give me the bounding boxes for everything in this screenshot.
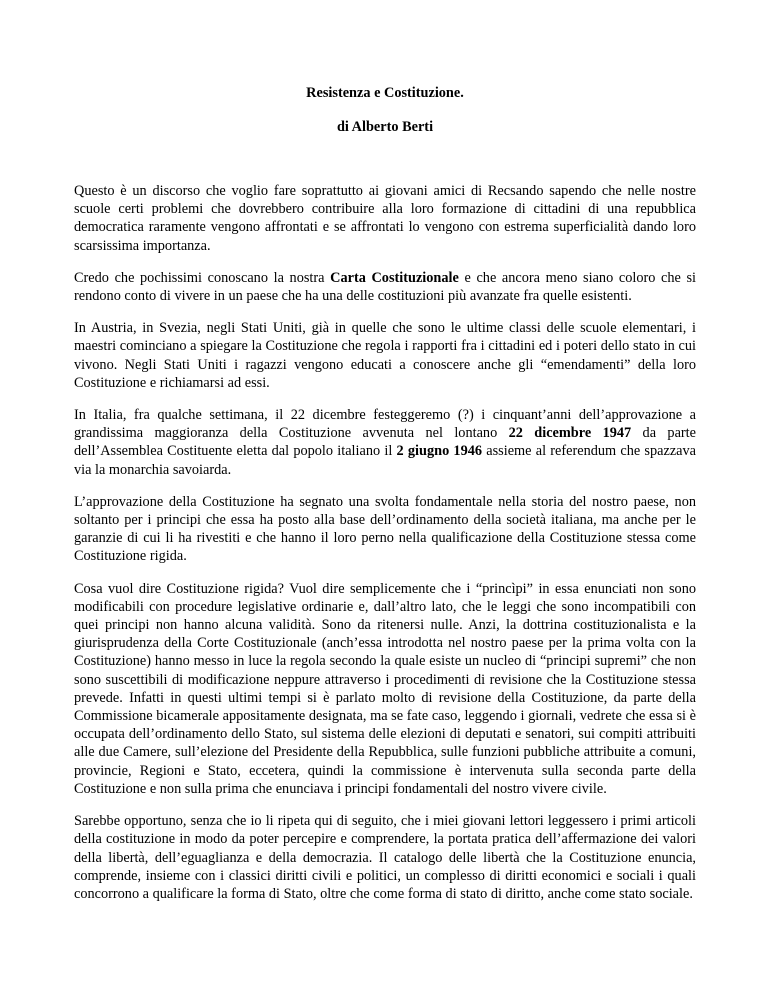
paragraph-1 — [74, 182, 696, 255]
paragraph-text: Sarebbe opportuno, senza che io li ripeta qui di seguito, che i miei giovani lettori leggessero i primi articoli della costituzione in modo da poter percepire e comprendere, la portata pratica dell’affermazione dei valori della libertà, dell’eguaglianza e della democrazia. Il catalogo delle libertà che la Costituzione enuncia, comprende, insieme con i classici diritti civili e politici, un complesso di diritti economici e sociali i quali concorrono a qualificare la forma di Stato, oltre che come forma di stato di diritto, anche come stato sociale. — [74, 813, 696, 902]
paragraph-text: In Austria, in Svezia, negli Stati Uniti, già in quelle che sono le ultime classi delle scuole elementari, i maestri cominciano a spiegare la Costituzione che regola i rapporti fra i cittadini ed i poteri dello stato in cui vivono. Negli Stati Uniti i ragazzi vengono educati a conoscere anche gli “emendamenti” della loro Costituzione e richiamarsi ad essi. — [74, 320, 696, 391]
paragraph-4 — [74, 406, 696, 479]
paragraph-7 — [74, 812, 696, 903]
paragraph-text: assieme al referendum che spazzava via la monarchia savoiarda. — [74, 443, 697, 478]
emphasis-carta-costituzionale: Carta Costituzionale — [330, 269, 459, 286]
paragraph-text: L’approvazione della Costituzione ha segnato una svolta fondamentale nella storia del nostro paese, non soltanto per i principi che essa ha posto alla base dell’ordinamento della società italiana, ma anche per le garanzie di cui li ha rivestiti e che hanno il loro perno nella qualificazione della Costituzione stessa come Costituzione rigida. — [74, 493, 696, 565]
paragraph-text: Cosa vuol dire Costituzione rigida? Vuol dire semplicemente che i “princìpi” in essa enunciati non sono modificabili con procedure legislative ordinarie e, dall’altro lato, che le leggi che sono incompatibili con quei principi non hanno alcuna validità. Sono da ritenersi nulle. Anzi, la dottrina costituzionalista e la giurisprudenza della Corte Costituzionale (anch’essa introdotta nel nostro paese per la prima volta con la Costituzione) hanno messo in luce la regola secondo la quale esiste un nucleo di “principi supremi” che non sono suscettibili di modificazione neppure attraverso i procedimenti di revisione che la Costituzione stessa prevede. Infatti in questi ultimi tempi si è parlato molto di revisione della Costituzione, da parte della Commissione bicamerale appositamente designata, ma se fate caso, leggendo i giornali, vedrete che essa si è occupata dell’ordinamento dello Stato, sul sistema delle elezioni di deputati e senatori, sui compiti attribuiti alle due Camere, sull’elezione del Presidente della Repubblica, sulle funzioni pubbliche attribuite a comuni, provincie, Regioni e Stato, eccetera, quindi la commissione è intervenuta sulla seconda parte della Costituzione e non sulla prima che enunciava i principi fondamentali del nostro vivere civile. — [74, 580, 696, 797]
document-body — [74, 182, 696, 903]
paragraph-6 — [74, 580, 696, 798]
paragraph-text: e che ancora meno siano coloro che si rendono conto di vivere in un paese che ha una delle costituzioni più avanzate fra quelle esistenti. — [74, 269, 697, 305]
document-author: di Alberto Berti — [336, 119, 434, 135]
emphasis-date-1946: 2 giugno 1946 — [396, 443, 483, 460]
paragraph-text: In Italia, fra qualche settimana, il 22 dicembre festeggeremo (?) i cinquant’anni dell’approvazione a grandissima maggioranza della Costituzione avvenuta nel lontano — [74, 407, 696, 442]
paragraph-2 — [74, 269, 696, 305]
paragraph-3 — [74, 319, 696, 392]
emphasis-date-1947: 22 dicembre 1947 — [508, 425, 632, 442]
paragraph-5 — [74, 493, 696, 566]
document-page — [74, 84, 696, 917]
paragraph-text: Credo che pochissimi conoscano la nostra — [74, 269, 331, 286]
document-title: Resistenza e Costituzione. — [306, 85, 464, 101]
paragraph-text: da parte dell’Assemblea Costituente eletta dal popolo italiano il — [74, 425, 697, 460]
paragraph-text: Questo è un discorso che voglio fare soprattutto ai giovani amici di Recsando sapendo che nelle nostre scuole certi problemi che dovrebbero contribuire alla loro formazione di cittadini di una repubblica democratica raramente vengono affrontati e se affrontati lo vengono con estrema superficialità dando loro scarsissima importanza. — [74, 183, 696, 254]
